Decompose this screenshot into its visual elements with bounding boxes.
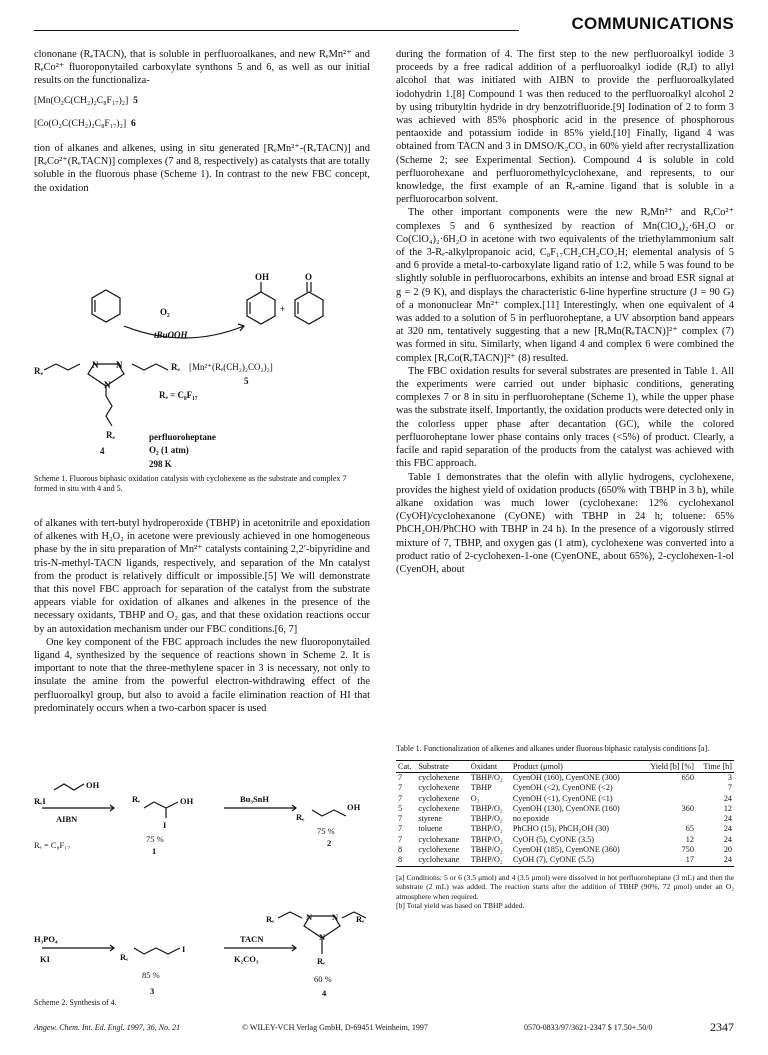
table-cell: TBHP xyxy=(470,783,492,793)
rfi-label: RₑI xyxy=(34,796,46,806)
table-cell: cyclohexene xyxy=(418,783,460,793)
rf-label: Rₑ xyxy=(34,366,43,376)
table-row xyxy=(396,804,734,814)
compound-2: 2 xyxy=(327,838,332,848)
table-row xyxy=(396,824,734,834)
table-cell: CyenOH (160), CyenONE (300) xyxy=(512,773,620,782)
iodine-label: I xyxy=(182,944,186,954)
rf-label: Rₑ xyxy=(317,956,326,966)
right-column xyxy=(396,48,734,576)
publisher: © WILEY-VCH Verlag GmbH, D-69451 Weinheim, 1997 xyxy=(242,1023,428,1032)
oh-label: OH xyxy=(347,802,361,812)
table-cell: 360 xyxy=(681,803,694,813)
table-cell: TBHP/O₂ xyxy=(470,803,503,813)
o-label: O xyxy=(305,272,313,282)
paragraph: during the formation of 4. The first step to the new perfluoroalkyl iodide 3 proceeds by a free radical addition of a perfluoroalkyl iodide (RₑI) to allyl alcohol that was initiated with AIBN to provide the perfluoroalkylated iodohydrin 1.[8] Compound 1 was then reduced to the perfluoroalkyl alcohol 2 by using tributyltin hydride in dry benzotrifluoride.[9] Iodination of 2 to form 3 was achieved with 85% phosphoric acid in the presence of phosphorous pentaoxide and potassium iodide in 85% yield.[10] Finally, ligand 4 was obtained from TACN and 3 in DMSO/K₂CO₃ in 60% yield after recrystallization (Scheme 2; see Experimental Section). Compound 4 is soluble in cold perfluorohexane and perfluoromethylcyclohexane, and represents, to our knowledge, the first example of an Rₑ-amine ligand that is soluble in a perfluorocarbon solvent. xyxy=(396,49,734,206)
rf-label: Rₑ xyxy=(296,812,305,822)
table-cell: 24 xyxy=(723,834,732,844)
iodine-label: I xyxy=(163,820,167,830)
table-cell xyxy=(640,794,696,804)
oh-label: OH xyxy=(86,780,100,790)
k2co3-label: K₂CO₃ xyxy=(234,954,259,964)
scheme-1-caption: Scheme 1. Fluorous biphasic oxidation catalysis with cyclohexene as the substrate and complex 7 formed in situ with 4 and 5. xyxy=(34,474,347,493)
table-cell: 5 xyxy=(398,803,403,813)
table-cell: 650 xyxy=(681,773,694,782)
col-header: Yield [b] [%] xyxy=(650,762,694,771)
page-number: 2347 xyxy=(710,1020,734,1034)
bu3snh-label: Bu₃SnH xyxy=(240,794,270,804)
table-cell: 8 xyxy=(398,855,403,865)
table-caption: Table 1. Functionalization of alkenes and alkanes under fluorous biphasic catalysis conditions [a]. xyxy=(396,744,710,753)
n-atom: N xyxy=(306,912,313,922)
aibn-label: AIBN xyxy=(56,814,78,824)
table-cell: no epoxide xyxy=(512,814,549,824)
scheme-2-caption: Scheme 2. Synthesis of 4. xyxy=(34,998,117,1007)
mn-complex: [Mn²⁺(Rₑ(CH₂)₂CO₂)₂] xyxy=(189,362,273,372)
o2-label: O₂ xyxy=(160,307,170,317)
section-header: COMMUNICATIONS xyxy=(571,14,734,33)
table-cell: TBHP/O₂ xyxy=(470,845,503,855)
rf-label: Rₑ xyxy=(356,914,365,924)
table-row xyxy=(396,845,734,855)
table-footnote: [b] Total yield was based on TBHP added. xyxy=(396,901,525,911)
temperature-label: 298 K xyxy=(149,459,172,468)
table-cell: 7 xyxy=(398,793,403,803)
table-cell: 24 xyxy=(723,814,732,824)
gas-label: O₂ (1 atm) xyxy=(149,445,189,455)
table-cell: cyclohexene xyxy=(418,845,460,855)
table-cell: styrene xyxy=(418,814,442,824)
rf-label: Rₑ xyxy=(132,794,141,804)
table-row xyxy=(396,855,734,866)
table-cell: 20 xyxy=(723,845,732,855)
paragraph: clononane (RₑTACN), that is soluble in perfluoroalkanes, and new RₑMn²⁺ and RₑCo²⁺ fluoroponytailed carboxylate synthons 5 and 6, as well as our initial results on the functionaliza- xyxy=(34,49,370,87)
scheme-2-diagram xyxy=(34,768,370,1008)
compound-4: 4 xyxy=(100,446,105,456)
solvent-label: perfluoroheptane xyxy=(149,432,216,442)
table-cell: O₂ xyxy=(470,793,480,803)
journal-citation: Angew. Chem. Int. Ed. Engl. 1997, 36, No. 21 xyxy=(34,1023,181,1032)
rf-label: Rₑ xyxy=(120,952,129,962)
compound-5: 5 xyxy=(244,376,249,386)
table-cell: 8 xyxy=(398,845,403,855)
table-cell: 65 xyxy=(685,824,694,834)
rf-label: Rₑ xyxy=(266,914,275,924)
n-atom: N xyxy=(92,360,99,370)
paragraph: Table 1 demonstrates that the olefin with allylic hydrogens, cyclohexene, provides the highest yield of oxidation products (650% with TBHP in 3 h), while alkane oxidation was much lower (cyclohexane: 12% cyclohexanol (CyOH)/cyclohexanone (CyONE) with TBHP in 24 h; toluene: 65% PhCH₂OH/PhCHO with TBHP in 24 h). In the presence of a vigorously stirred mixture of 7, TBHP, and oxygen gas (1 atm), cyclohexene was converted into a product ratio of 2-cyclohexen-1-one (CyenONE, about 65%), 2-cyclohexen-1-ol (CyenOH, about xyxy=(396,471,734,575)
table-cell: 24 xyxy=(723,793,732,803)
paragraph: tion of alkanes and alkenes, using in situ generated [RₑMn²⁺-(RₑTACN)] and [RₑCo²⁺(RₑTACN)] complexes (7 and 8, respectively) as catalysts that are totally soluble in the fluorous phase (Scheme 1). In contrast to the new FBC concept, the oxidation xyxy=(34,143,370,194)
yield-4: 60 % xyxy=(314,974,332,984)
table-cell: TBHP/O₂ xyxy=(470,814,503,824)
table-cell: TBHP/O₂ xyxy=(470,834,503,844)
table-cell: 7 xyxy=(727,783,732,793)
scheme-1-diagram xyxy=(34,268,370,468)
oh-label: OH xyxy=(180,796,194,806)
rf-label: Rₑ xyxy=(171,362,180,372)
rf-label: Rₑ xyxy=(106,430,115,440)
table-header-row xyxy=(396,761,734,773)
plus-sign: + xyxy=(280,304,286,314)
col-header: Oxidant xyxy=(470,762,498,771)
cyclohexene-ring xyxy=(92,290,120,322)
n-atom: N xyxy=(116,360,123,370)
table-cell: cyclohexene xyxy=(418,803,460,813)
table-cell: cyclohexane xyxy=(418,855,460,865)
table-cell: 3 xyxy=(727,773,732,782)
table-cell: 7 xyxy=(398,834,403,844)
yield-2: 75 % xyxy=(317,826,335,836)
yield-3: 85 % xyxy=(142,970,160,980)
table-cell: CyenOH (<1), CyenONE (<1) xyxy=(512,793,613,803)
rf-definition: Rₑ = C₈F₁₇ xyxy=(159,390,198,400)
table-cell: 17 xyxy=(685,855,694,865)
table-footnote: [a] Conditions: 5 or 6 (3.5 μmol) and 4 (3.5 μmol) were dissolved in hot perfluoroheptane (3 mL) and then the substrate (2 mL) was added. The reaction starts after the addition of TBHP (90%, 72 μmol) under an O₂ atmosphere when required. xyxy=(396,872,734,901)
table-cell: CyOH (5), CyONE (3.5) xyxy=(512,834,594,844)
paragraph: The other important components were the new RₑMn²⁺ and RₑCo²⁺ complexes 5 and 6 synthesized by reaction of Mn(ClO₄)₂·6H₂O or Co(ClO₄)₂·6H₂O in acetone with two equivalents of the triethylammonium salt of the 3-Rₑ-alkylpropanoic acid, C₈F₁₇CH₂CH₂CO₂H; elemental analysis of 5 and 6 provide a metal-to-carboxylate ligand ratio of 1:2, while 5 was found to be slightly soluble in perfluorocarbons, exhibits an intense and broad ESR signal at g = 2 (9 K), and displays the characteristic 6-line hyperfine structure (J = 90 G) of a mononuclear Mn²⁺ complex.[11] Interestingly, when one equivalent of 4 was added to a solution of 5 in perfluoroheptane, a UV absorption band appears at 320 nm, tentatively suggesting that a new [RₑMn(RₑTACN)]²⁺ complex (7) was formed in situ. Similarly, when ligand 4 and complex 6 were combined the complex [RₑCo(RₑTACN)]²⁺ (8) resulted. xyxy=(396,207,734,364)
formula-6: [Co(O₂C(CH₂)₂C₈F₁₇)₂] 6 xyxy=(34,117,136,129)
table-cell: 7 xyxy=(398,824,403,834)
table-row xyxy=(396,783,734,793)
table-cell: TBHP/O₂ xyxy=(470,773,503,782)
col-header: Substrate xyxy=(418,762,449,771)
table-row xyxy=(396,835,734,845)
tacn-label: TACN xyxy=(240,934,264,944)
table-cell: CyenOH (130), CyenONE (160) xyxy=(512,803,620,813)
ki-label: KI xyxy=(40,954,50,964)
table-cell: PhCHO (15), PhCH₂OH (30) xyxy=(512,824,609,834)
table-row xyxy=(396,814,734,824)
table-row xyxy=(396,773,734,784)
yield-1: 75 % xyxy=(146,834,164,844)
oh-label: OH xyxy=(255,272,270,282)
table-cell: 24 xyxy=(723,855,732,865)
cyclohexenol-ring xyxy=(247,292,275,324)
left-column-mid xyxy=(34,517,370,715)
table-cell: CyOH (7), CyONE (5.5) xyxy=(512,855,594,865)
table-row xyxy=(396,794,734,804)
table-cell: 12 xyxy=(723,803,732,813)
tbuooh-label: tBuOOH xyxy=(154,330,188,340)
table-cell: TBHP/O₂ xyxy=(470,824,503,834)
col-header: Product (μmol) xyxy=(512,762,563,771)
table-cell: cyclohexene xyxy=(418,773,460,782)
table-1 xyxy=(396,744,734,911)
n-atom: N xyxy=(104,380,111,390)
cyclohexenone-ring xyxy=(295,292,323,324)
table-cell: 7 xyxy=(398,783,403,793)
compound-4: 4 xyxy=(322,988,327,998)
table-cell: 750 xyxy=(681,845,694,855)
header-rule xyxy=(34,30,519,31)
table-cell xyxy=(640,814,696,824)
table-cell: cyclohexene xyxy=(418,793,460,803)
article-code: 0570-0833/97/3621-2347 $ 17.50+.50/0 xyxy=(524,1023,653,1032)
compound-3: 3 xyxy=(150,986,155,996)
col-header: Time [h] xyxy=(703,762,732,771)
table-cell xyxy=(640,783,696,793)
table-cell: toluene xyxy=(418,824,443,834)
col-header: Cat. xyxy=(398,762,412,771)
table-cell: CyenOH (185), CyenONE (360) xyxy=(512,845,620,855)
compound-1: 1 xyxy=(152,846,157,856)
formula-5: [Mn(O₂C(CH₂)₂C₈F₁₇)₂] 5 xyxy=(34,94,138,106)
table-cell: cyclohexane xyxy=(418,834,460,844)
paragraph: One key component of the FBC approach includes the new fluoroponytailed ligand 4, synthesized by the sequence of reactions shown in Scheme 2. It is important to note that the three-methylene spacer in 3 is necessary, not only to insulate the amine from the powerful electron-withdrawing effect of the perfluoroalkyl group, but also to avoid a facile elimination reaction of HI that predominately occurs when a two-carbon spacer is used xyxy=(34,636,370,714)
n-atom: N xyxy=(319,932,326,942)
rf-definition: Rₑ = C₈F₁₇ xyxy=(34,840,71,850)
paragraph: The FBC oxidation results for several substrates are presented in Table 1. All the experiments were carried out under biphasic conditions, generating complexes 7 or 8 in situ in perfluoroheptane (Scheme 1), while the upper phase was the substrate itself. Importantly, the oxidation products were detected only in the colorless upper phase after decantation (GC), while the colored perfluoroheptane lower phase contains only traces (<5%) of product. Clearly, a facile and rapid separation of the products from the catalyst was achieved with this FBC approach. xyxy=(396,365,734,470)
table-cell: 7 xyxy=(398,814,403,824)
table-cell: 7 xyxy=(398,773,403,782)
table-cell: TBHP/O₂ xyxy=(470,855,503,865)
table-cell: CyenOH (<2), CyenONE (<2) xyxy=(512,783,613,793)
n-atom: N xyxy=(332,912,339,922)
h3po4-label: H₃PO₄ xyxy=(34,934,58,944)
table-cell: 24 xyxy=(723,824,732,834)
left-column-top xyxy=(34,48,370,195)
paragraph: of alkanes with tert-butyl hydroperoxide (TBHP) in acetonitrile and epoxidation of alkenes with H₂O₂ in acetone were previously achieved in one homogeneous phase by the in situ preparation of Mn²⁺ catalysts containing 2,2′-bipyridine and tris-N-methyl-TACN ligands, respectively, and separation of the Mn catalyst from the product is relatively difficult or impossible.[5] We will demonstrate that this novel FBC approach for separation of the catalyst from the substrate appears viable for oxidation of alkanes and alkenes in the presence of the necessary oxidants, TBHP and O₂ gas, and that these oxidation reactions occur by an autoxidation mechanism under our FBC conditions.[6, 7] xyxy=(34,518,370,635)
table-cell: 12 xyxy=(685,834,694,844)
data-table xyxy=(396,760,734,867)
